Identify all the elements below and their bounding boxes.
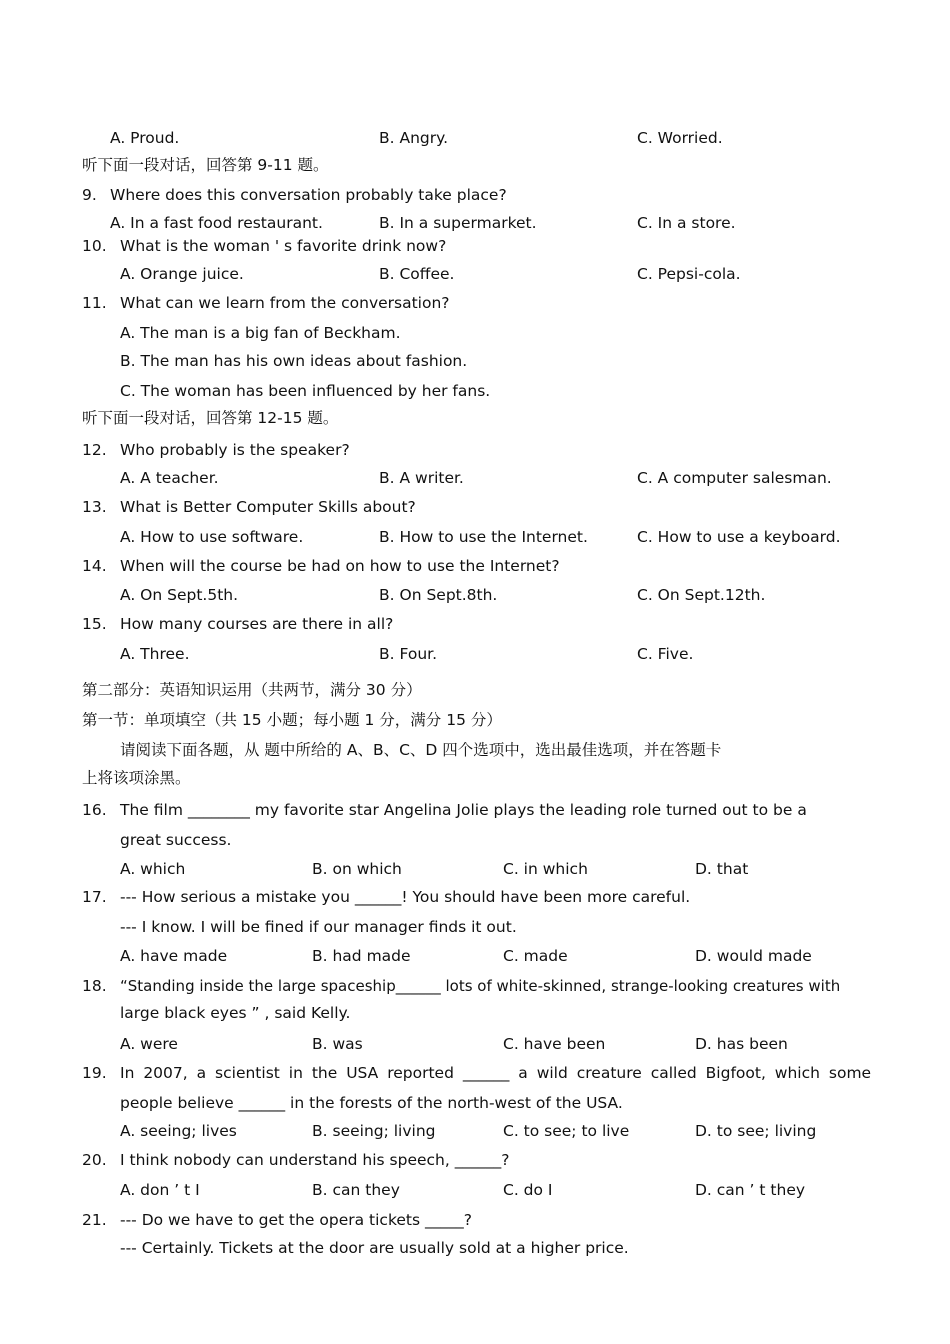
q17-option-d: D. would made — [695, 947, 812, 965]
q17-number: 17. — [82, 888, 107, 906]
part2-title: 第二部分：英语知识运用（共两节，满分 30 分） — [82, 681, 422, 699]
q19-stem-line-1: In 2007, a scientist in the USA reported ______ a wild creature called Bigfoot, which some — [120, 1064, 872, 1082]
q15-option-c: C. Five. — [637, 645, 694, 663]
q18-number: 18. — [82, 977, 107, 995]
q19-stem-line-2: people believe ______ in the forests of the north-west of the USA. — [120, 1094, 623, 1112]
q10-option-c: C. Pepsi-cola. — [637, 265, 741, 283]
q18-stem-line-1: “Standing inside the large spaceship______ lots of white-skinned, strange-looking creatures with — [120, 977, 841, 995]
q17-stem-line-2: --- I know. I will be fined if our manager finds it out. — [120, 918, 517, 936]
q9-option-b: B. In a supermarket. — [379, 214, 537, 232]
q9-stem: Where does this conversation probably take place? — [110, 186, 507, 204]
q19-option-a: A. seeing; lives — [120, 1122, 237, 1140]
q18-option-b: B. was — [312, 1035, 363, 1053]
q20-option-a: A. don ’ t I — [120, 1181, 200, 1199]
q16-option-c: C. in which — [503, 860, 588, 878]
q10-option-a: A. Orange juice. — [120, 265, 244, 283]
q16-option-d: D. that — [695, 860, 749, 878]
q16-option-b: B. on which — [312, 860, 402, 878]
q12-option-a: A. A teacher. — [120, 469, 219, 487]
q8-option-b: B. Angry. — [379, 129, 449, 147]
q17-stem-line-1: --- How serious a mistake you ______! You should have been more careful. — [120, 888, 691, 906]
q14-option-c: C. On Sept.12th. — [637, 586, 766, 604]
q20-option-b: B. can they — [312, 1181, 400, 1199]
q11-stem: What can we learn from the conversation? — [120, 294, 450, 312]
q16-number: 16. — [82, 801, 107, 819]
q20-number: 20. — [82, 1151, 107, 1169]
q16-stem-line-1: The film ________ my favorite star Angelina Jolie plays the leading role turned out to be a — [120, 801, 807, 819]
q9-option-c: C. In a store. — [637, 214, 736, 232]
q19-option-b: B. seeing; living — [312, 1122, 436, 1140]
q12-option-c: C. A computer salesman. — [637, 469, 832, 487]
q11-option-c: C. The woman has been influenced by her fans. — [120, 382, 491, 400]
q14-option-b: B. On Sept.8th. — [379, 586, 498, 604]
q19-option-c: C. to see; to live — [503, 1122, 630, 1140]
q10-number: 10. — [82, 237, 107, 255]
q12-number: 12. — [82, 441, 107, 459]
q19-option-d: D. to see; living — [695, 1122, 817, 1140]
instruction-line-1: 请阅读下面各题，从 题中所给的 A、B、C、D 四个选项中，选出最佳选项，并在答题卡 — [120, 741, 722, 759]
q13-option-b: B. How to use the Internet. — [379, 528, 588, 546]
section-heading-9-11: 听下面一段对话，回答第 9-11 题。 — [82, 156, 329, 174]
q16-option-a: A. which — [120, 860, 186, 878]
q13-stem: What is Better Computer Skills about? — [120, 498, 416, 516]
section1-title: 第一节：单项填空（共 15 小题；每小题 1 分，满分 15 分） — [82, 711, 502, 729]
q14-option-a: A. On Sept.5th. — [120, 586, 239, 604]
q10-stem: What is the woman ' s favorite drink now? — [120, 237, 447, 255]
q18-option-c: C. have been — [503, 1035, 606, 1053]
q8-option-a: A. Proud. — [110, 129, 180, 147]
q12-option-b: B. A writer. — [379, 469, 464, 487]
q11-option-a: A. The man is a big fan of Beckham. — [120, 324, 401, 342]
q11-option-b: B. The man has his own ideas about fashion. — [120, 352, 468, 370]
q21-stem-line-1: --- Do we have to get the opera tickets _____? — [120, 1211, 472, 1229]
q9-option-a: A. In a fast food restaurant. — [110, 214, 323, 232]
q13-option-c: C. How to use a keyboard. — [637, 528, 841, 546]
q14-stem: When will the course be had on how to use the Internet? — [120, 557, 560, 575]
q13-option-a: A. How to use software. — [120, 528, 304, 546]
q18-stem-line-2: large black eyes ” , said Kelly. — [120, 1004, 351, 1022]
q15-number: 15. — [82, 615, 107, 633]
q21-number: 21. — [82, 1211, 107, 1229]
q20-option-d: D. can ’ t they — [695, 1181, 806, 1199]
q20-stem: I think nobody can understand his speech, ______? — [120, 1151, 510, 1169]
q21-stem-line-2: --- Certainly. Tickets at the door are usually sold at a higher price. — [120, 1239, 629, 1257]
q16-stem-line-2: great success. — [120, 831, 232, 849]
q18-option-d: D. has been — [695, 1035, 788, 1053]
q15-option-a: A. Three. — [120, 645, 190, 663]
q12-stem: Who probably is the speaker? — [120, 441, 350, 459]
q15-option-b: B. Four. — [379, 645, 438, 663]
q10-option-b: B. Coffee. — [379, 265, 455, 283]
q15-stem: How many courses are there in all? — [120, 615, 394, 633]
q20-option-c: C. do I — [503, 1181, 553, 1199]
q11-number: 11. — [82, 294, 107, 312]
q13-number: 13. — [82, 498, 107, 516]
q17-option-b: B. had made — [312, 947, 411, 965]
q9-number: 9. — [82, 186, 97, 204]
instruction-line-2: 上将该项涂黑。 — [82, 769, 191, 787]
q18-option-a: A. were — [120, 1035, 178, 1053]
q17-option-a: A. have made — [120, 947, 228, 965]
q17-option-c: C. made — [503, 947, 568, 965]
section-heading-12-15: 听下面一段对话，回答第 12-15 题。 — [82, 409, 339, 427]
q19-number: 19. — [82, 1064, 107, 1082]
q8-option-c: C. Worried. — [637, 129, 723, 147]
q14-number: 14. — [82, 557, 107, 575]
